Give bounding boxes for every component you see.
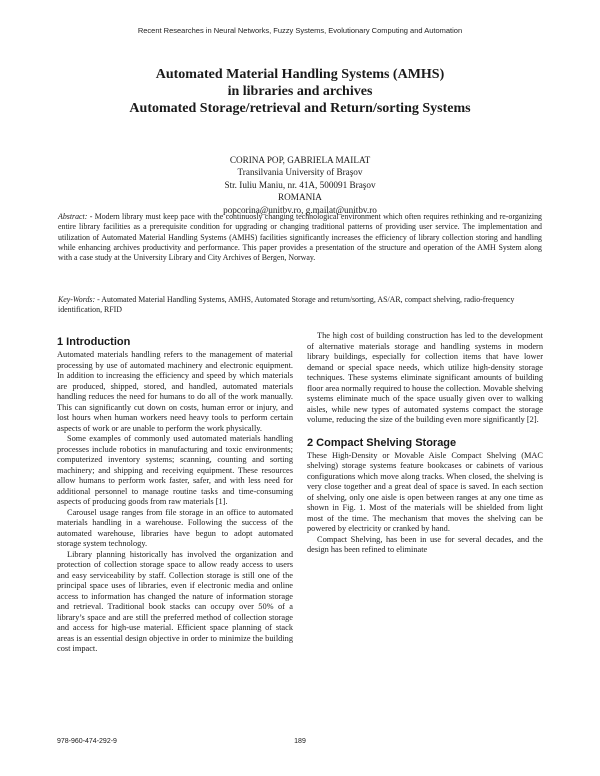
- left-column: [57, 335, 293, 655]
- author-names: CORINA POP, GABRIELA MAILAT: [229, 155, 371, 165]
- footer-isbn: 978-960-474-292-9: [57, 738, 117, 745]
- title-line-2: in libraries and archives: [227, 84, 373, 99]
- paper-title: [60, 66, 540, 117]
- abstract-text: Modern library must keep pace with the continuosly changing technological environment which often requires rethinking and re-organizing entire library facilities as a prerequisite condition for upgrading or changing traditional patterns of providing user service. The implementation and utilization of Automated Material Handling Systems (AMHS) facilities significantly increases the efficiency of library collection storing and handling while enhancing archives productivity and performance. This paper provides a presentation of the structure and operation of the AMH System along with a case study at the University Library and City Archives of Bergen, Norway.: [58, 212, 543, 263]
- section-1-paragraph: The high cost of building construction has led to the development of alternative materials storage and handling systems in modern library buildings, especially for collection items that have lower demand or special space needs, which utilize high-density storage techniques. These systems eliminate significant amounts of building floor area normally required to house the collection. Movable shelving systems eliminate much of the space usually given over to walking aisles, while new types of automated systems compact the storage volume, reducing the size of the building even more significantly [2].: [307, 331, 543, 424]
- author-country: ROMANIA: [278, 192, 322, 203]
- author-emails: popcorina@unitbv.ro, g.mailat@unitbv.ro: [223, 204, 377, 215]
- keywords-text: Automated Material Handling Systems, AMHS, Automated Storage and return/sorting, AS/AR, compact shelving, radio-frequency identification, RFID: [58, 295, 515, 315]
- running-header: Recent Researches in Neural Networks, Fuzzy Systems, Evolutionary Computing and Automation: [137, 26, 463, 35]
- right-column: [307, 331, 543, 556]
- section-1-paragraph: Some examples of commonly used automated materials handling processes include robotics in manufacturing and toxic environments; computerized inventory systems; scanning, counting and sorting machinery; and shipping and receiving equipment. These resources allow humans to perform work faster, safer, and with less need for additional personnel to manage routine tasks and time-consuming aspects of producing goods from raw materials [1].: [57, 434, 293, 506]
- keywords-label: Key-Words: -: [58, 295, 100, 304]
- section-2-heading: 2 Compact Shelving Storage: [307, 436, 457, 449]
- section-2-paragraph: These High-Density or Movable Aisle Compact Shelving (MAC shelving) storage systems feature bookcases or cabinets of various configurations which move along tracks. When closed, the shelving is very close together and a great deal of space is saved. In each section of shelving, only one aisle is open between ranges at any one time as shown in Fig. 1. Most of the materials will be shielded from light most of the time. The mechanism that moves the shelving can be powered by electricity or cranked by hand.: [307, 450, 543, 533]
- title-line-1: Automated Material Handling Systems (AMHS): [155, 67, 445, 82]
- author-affiliation: Transilvania University of Braşov: [237, 167, 363, 178]
- keywords: [58, 295, 542, 316]
- abstract-label: Abstract: -: [58, 212, 93, 221]
- title-line-3: Automated Storage/retrieval and Return/sorting Systems: [129, 101, 471, 116]
- author-block: [100, 154, 500, 216]
- section-2-paragraph: Compact Shelving, has been in use for several decades, and the design has been refined to eliminate: [307, 534, 543, 554]
- author-address: Str. Iuliu Maniu, nr. 41A, 500091 Braşov: [224, 179, 376, 190]
- section-1-paragraph: Carousel usage ranges from file storage in an office to automated materials handling in a warehouse. Following the success of the automated warehouse, libraries have begun to adopt automated storage system technology.: [57, 507, 293, 548]
- footer-page-number: 189: [294, 738, 306, 745]
- section-1-heading: 1 Introduction: [57, 336, 131, 348]
- section-1-paragraph: Library planning historically has involved the organization and protection of collection storage space to allow ready access to users and easy serviceability by staff. Collection storage is still one of the principal space uses of libraries, even if electronic media and online access to information has changed the nature of information storage and retrieval. Traditional book stacks can occupy over 50% of a library’s space and are still the preferred method of collection storage and access for high-use material. Efficient space planning of stack areas is an essential design objective in order to minimize the building cost impact.: [57, 549, 293, 653]
- abstract: [58, 212, 542, 263]
- section-1-paragraph: Automated materials handling refers to the management of material processing by use of automated machinery and electronic equipment. In addition to increasing the efficiency and speed by which materials are produced, shipped, stored, and handled, automated materials handling reduces the need for humans to do all of the work manually. This can significantly cut down on costs, human error or injury, and lost hours when human workers need heavy tools to perform certain aspects of work or are unable to perform the work physically.: [57, 350, 293, 433]
